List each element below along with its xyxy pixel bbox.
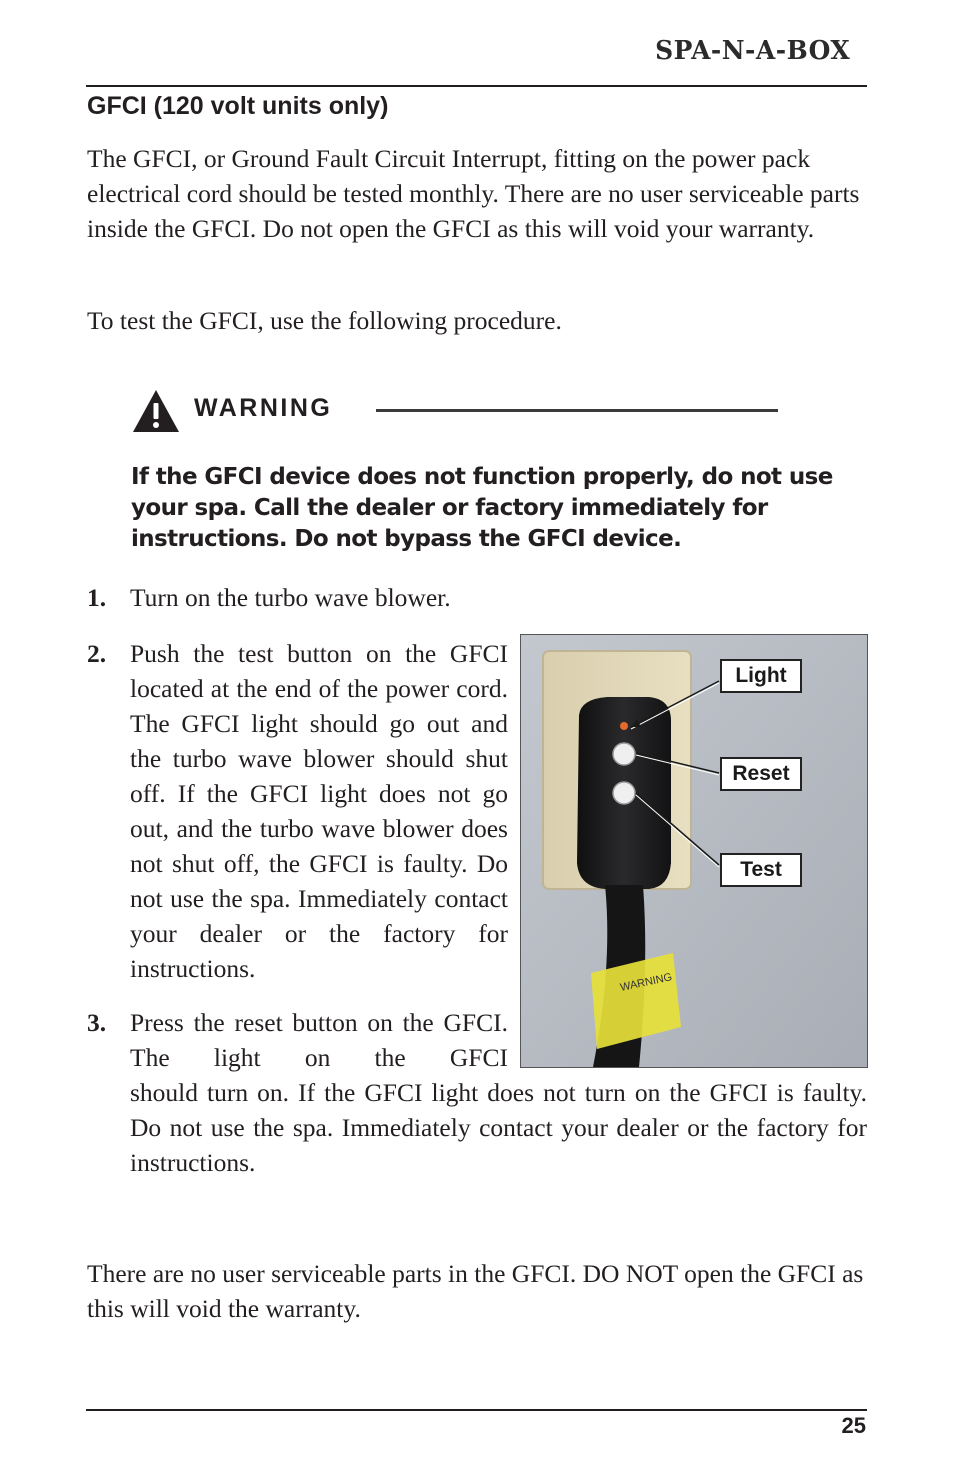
- callout-test: Test: [720, 853, 802, 887]
- header-rule: [86, 85, 867, 87]
- intro-paragraph: The GFCI, or Ground Fault Circuit Interrupt, fitting on the power pack electrical cord should be tested monthly. There are no user serviceable parts inside the GFCI. Do not open the GFCI as this will void your warranty.: [87, 144, 860, 243]
- procedure-intro: To test the GFCI, use the following procedure.: [87, 306, 562, 335]
- step-number: 1.: [87, 583, 107, 612]
- closing-paragraph: There are no user serviceable parts in the GFCI. DO NOT open the GFCI as this will void the warranty.: [87, 1259, 864, 1323]
- step-number: 3.: [87, 1008, 107, 1037]
- warning-triangle-icon: [131, 388, 181, 434]
- step-number: 2.: [87, 639, 107, 668]
- warning-text: If the GFCI device does not function properly, do not use your spa. Call the dealer or factory immediately for instructions. Do not bypass the GFCI device.: [131, 464, 833, 552]
- warning-label: WARNING: [194, 394, 333, 422]
- callout-light: Light: [720, 659, 802, 693]
- step-text: Push the test button on the GFCI located at the end of the power cord. The GFCI light should go out and the turbo wave blower should shut off. If the GFCI light does not go out, and the turbo wave blower does not shut off, the GFCI is faulty. Do not use the spa. Immediately contact your dealer or the factory for instructions.: [130, 639, 508, 983]
- step-text-part-a: Press the reset button on the GFCI. The light on the GFCI: [130, 1008, 508, 1072]
- gfci-photo: [520, 634, 868, 1068]
- callout-reset: Reset: [720, 757, 802, 791]
- header-brand: SPA-N-A-BOX: [654, 36, 850, 66]
- warning-rule: [376, 409, 778, 412]
- step-text: Turn on the turbo wave blower.: [130, 583, 451, 612]
- step-text-part-b: should turn on. If the GFCI light does not turn on the GFCI is faulty. Do not use the spa. Immediately contact your dealer or the factory for instructions.: [130, 1078, 867, 1177]
- gfci-illustration: [521, 635, 867, 1067]
- cord-tag-text: WARNING: [619, 971, 674, 994]
- warning-header: [131, 388, 781, 436]
- page-number: 25: [841, 1413, 866, 1438]
- footer-rule: [86, 1409, 867, 1411]
- section-title: GFCI (120 volt units only): [87, 92, 389, 120]
